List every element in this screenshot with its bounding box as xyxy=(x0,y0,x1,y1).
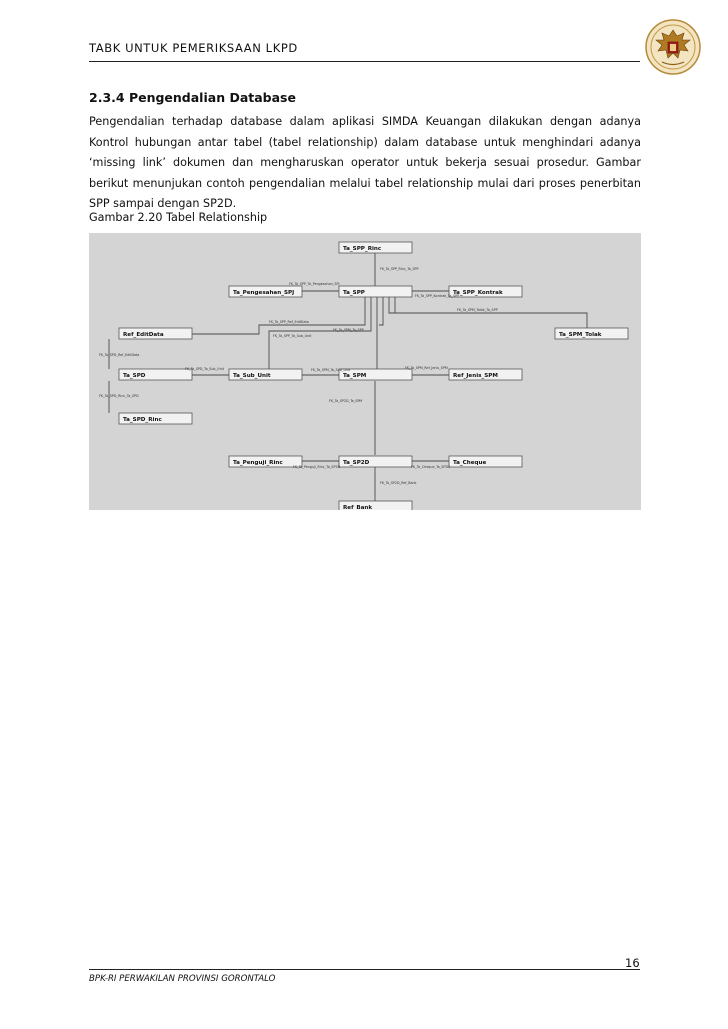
body-paragraph: Pengendalian terhadap database dalam aplikasi SIMDA Keuangan dilakukan dengan adanya Kontrol hubungan antar tabel (tabel relationship) dalam database untuk menghindari adanya ‘missing link’ dokumen dan mengharuskan operator untuk bekerja sesuai prosedur. Gambar berikut menunjukan contoh pengendalian melalui tabel relationship mulai dari proses penerbitan SPP sampai dengan SP2D. xyxy=(89,115,641,210)
svg-text:Ta_SPM_Tolak: Ta_SPM_Tolak xyxy=(559,332,602,338)
entity-ref-jenis-spm xyxy=(449,369,522,380)
entity-ta-spm-tolak xyxy=(555,328,628,339)
relation-label: FK_Ta_SPP_Ta_Pengesahan_SPJ xyxy=(289,282,340,286)
table-relationship-diagram xyxy=(89,233,641,510)
relation-label: FK_Ta_SPP_Rinc_Ta_SPP xyxy=(380,267,419,271)
relation-label: FK_Ta_SPD_Rinc_Ta_SPD xyxy=(99,394,139,398)
header-title: TABK UNTUK PEMERIKSAAN LKPD xyxy=(89,41,298,55)
svg-text:Ref_EditData: Ref_EditData xyxy=(123,332,164,338)
svg-text:Ta_SPP: Ta_SPP xyxy=(343,290,365,296)
relation-label: FK_Ta_SPM_Ta_SPP xyxy=(333,328,364,332)
figure-caption: Gambar 2.20 Tabel Relationship xyxy=(89,211,268,224)
entity-ta-spd-rinc xyxy=(119,413,192,424)
svg-text:Ta_SPP_Rinc: Ta_SPP_Rinc xyxy=(343,246,382,252)
entity-ref-editdata xyxy=(119,328,192,339)
entity-ta-pengesahan-spj xyxy=(229,286,302,297)
relation-label: FK_Ta_SPD_Ta_Sub_Unit xyxy=(185,367,224,371)
relation-label: FK_Ta_SPP_Ref_EditData xyxy=(269,320,309,324)
svg-text:Ref_Bank: Ref_Bank xyxy=(343,505,373,510)
relation-label: FK_Ta_SP2D_Ref_Bank xyxy=(380,481,417,485)
relation-label: FK_Ta_SPD_Ref_EditData xyxy=(99,353,140,357)
relation-label: FK_Ta_SPP_Kontrak_Ta_SPP xyxy=(415,294,460,298)
relation-label: FK_Ta_SPP_Ta_Sub_Unit xyxy=(273,334,312,338)
footer-text: BPK-RI PERWAKILAN PROVINSI GORONTALO xyxy=(89,974,276,984)
entity-ta-cheque xyxy=(449,456,522,467)
entity-ta-spd xyxy=(119,369,192,380)
relation-label: FK_Ta_SPM_Ta_Sub_Unit xyxy=(311,368,351,372)
entity-ta-sub-unit xyxy=(229,369,302,380)
svg-text:Ref_Jenis_SPM: Ref_Jenis_SPM xyxy=(453,373,498,379)
section-heading: 2.3.4 Pengendalian Database xyxy=(89,90,296,105)
entity-ta-spp-kontrak xyxy=(449,286,522,297)
garuda-emblem-logo xyxy=(644,18,702,76)
entity-ta-spp-rinc xyxy=(339,242,412,253)
relation-label: FK_Ta_SPM_Ref_Jenis_SPM xyxy=(405,366,448,370)
svg-text:Ta_SPP_Kontrak: Ta_SPP_Kontrak xyxy=(453,290,503,296)
svg-text:Ta_SPM: Ta_SPM xyxy=(343,373,367,379)
relation-label: FK_Ta_SPM_Tolak_Ta_SPP xyxy=(457,308,498,312)
page-number: 16 xyxy=(625,956,640,970)
header-rule xyxy=(89,61,640,62)
svg-text:Ta_Cheque: Ta_Cheque xyxy=(453,460,487,466)
relation-label: FK_Ta_Cheque_Ta_SP2D xyxy=(411,465,450,469)
footer-rule xyxy=(89,969,640,970)
svg-text:Ta_Sub_Unit: Ta_Sub_Unit xyxy=(233,373,271,379)
relation-label: FK_Ta_Penguji_Rinc_Ta_SP2D xyxy=(293,465,341,469)
svg-text:Ta_Penguji_Rinc: Ta_Penguji_Rinc xyxy=(233,460,283,466)
svg-text:Ta_SP2D: Ta_SP2D xyxy=(343,460,370,466)
svg-text:Ta_SPD: Ta_SPD xyxy=(123,373,146,379)
entity-ta-penguji-rinc xyxy=(229,456,302,467)
entity-ta-sp2d xyxy=(339,456,412,467)
relation-label: FK_Ta_SP2D_Ta_SPM xyxy=(329,399,363,403)
entity-ref-bank xyxy=(339,501,412,510)
svg-text:Ta_Pengesahan_SPJ: Ta_Pengesahan_SPJ xyxy=(233,290,295,296)
entity-ta-spp xyxy=(339,286,412,297)
svg-text:Ta_SPD_Rinc: Ta_SPD_Rinc xyxy=(123,417,162,423)
